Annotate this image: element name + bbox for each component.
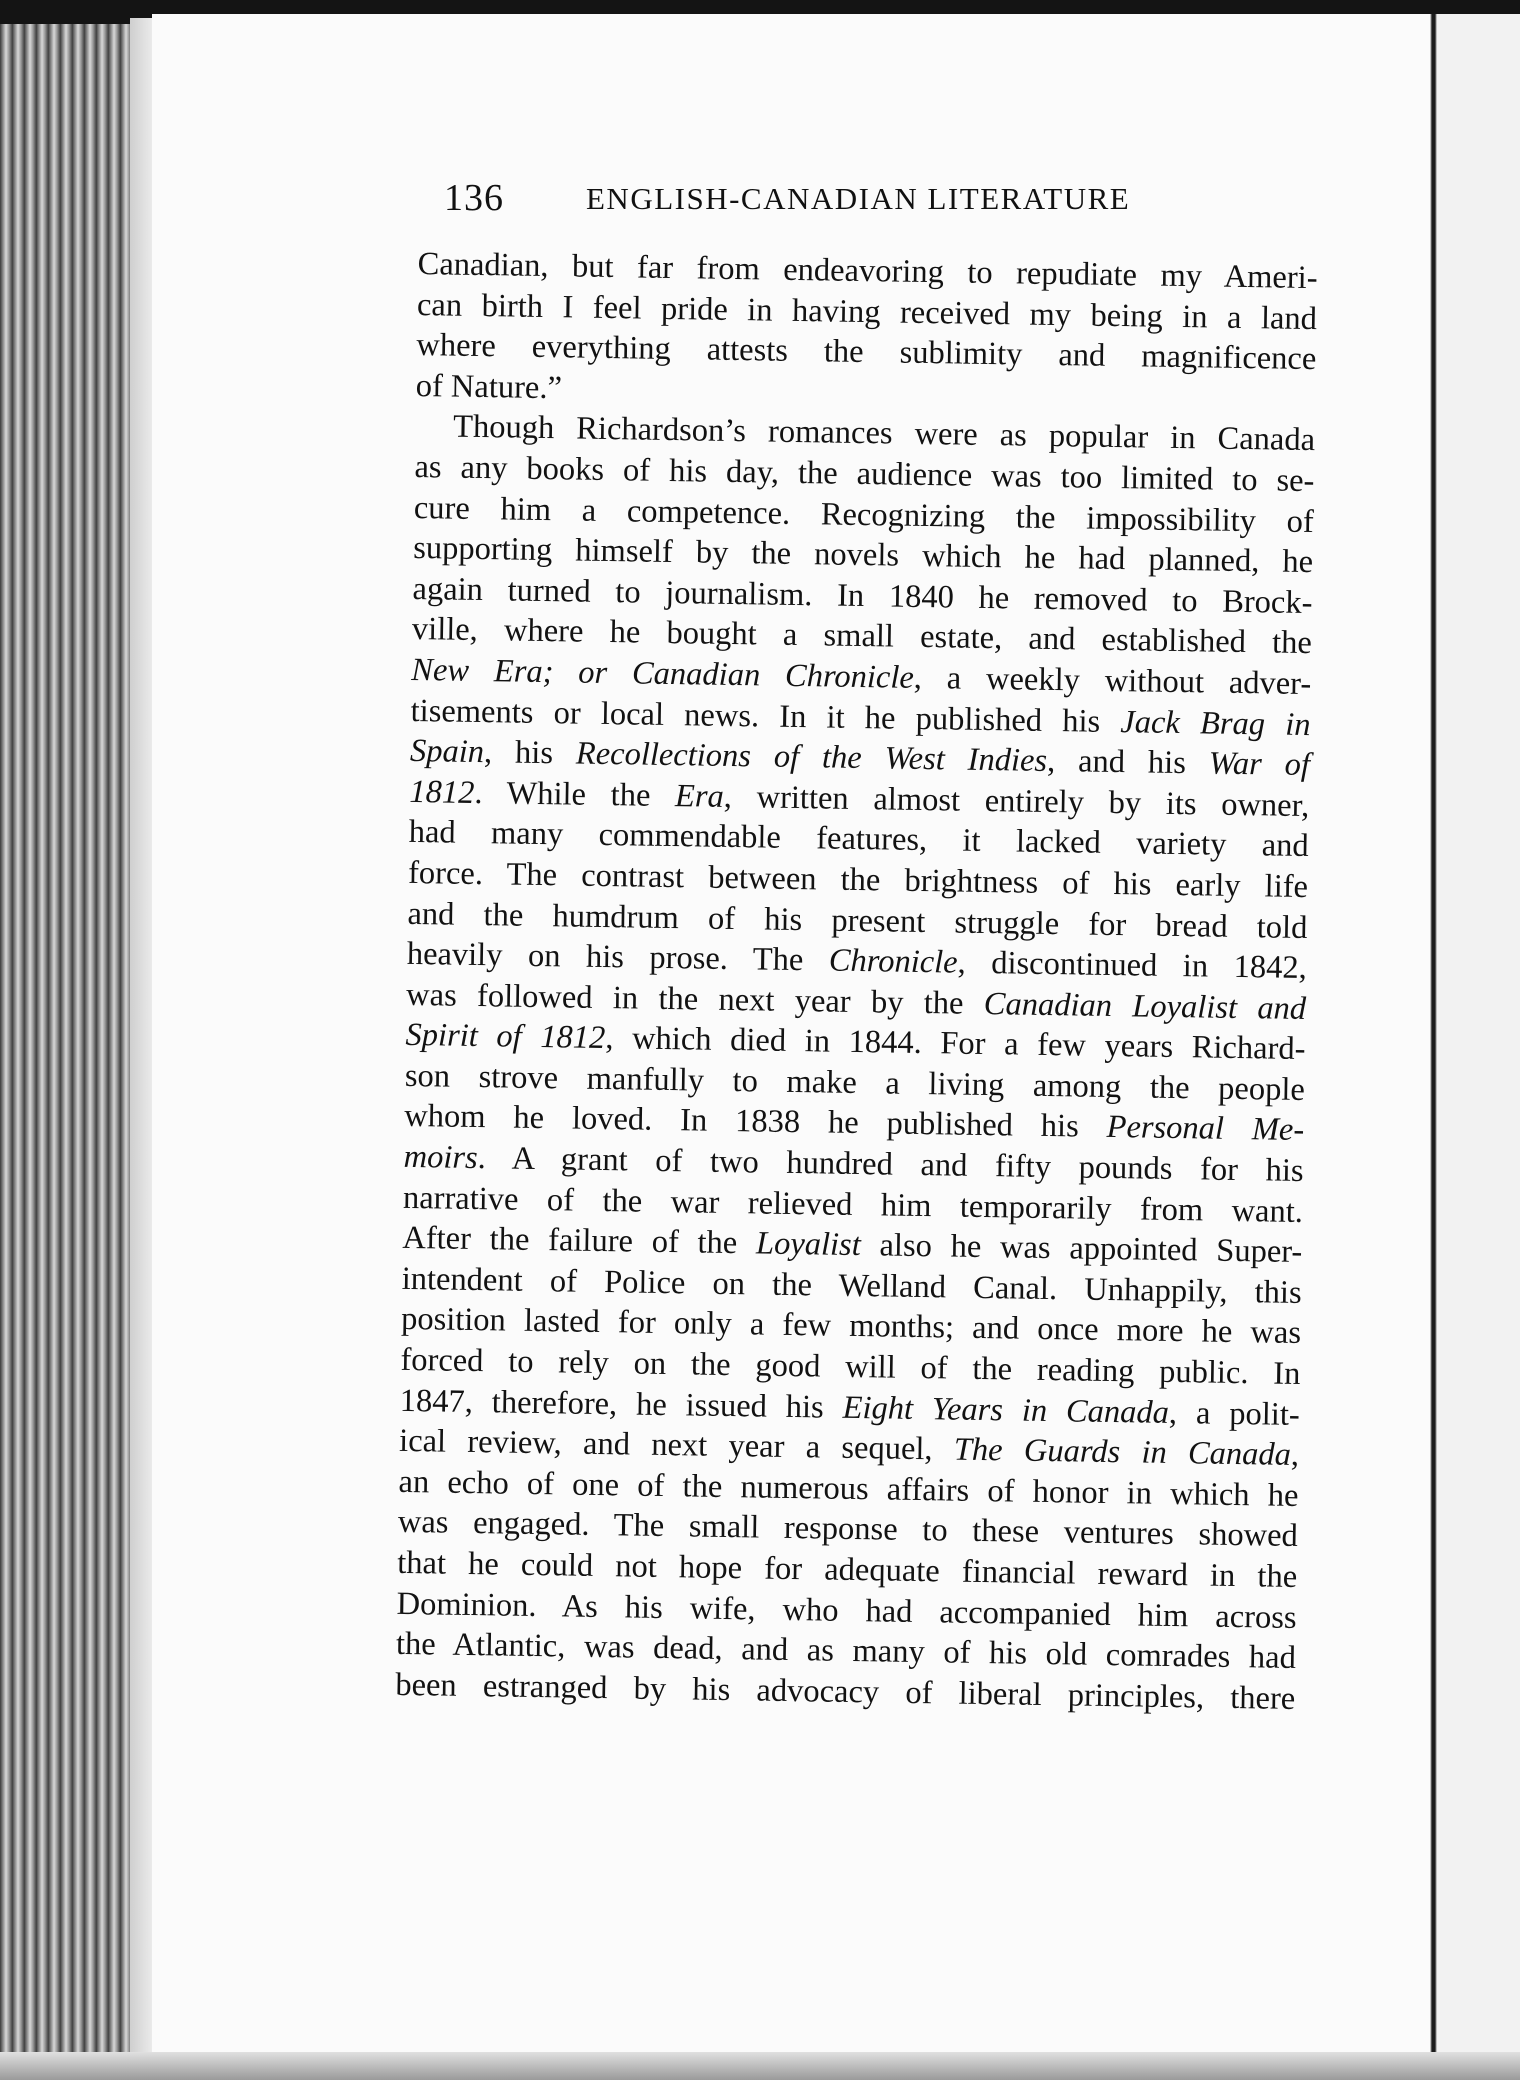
text-segment: tisements or local news. In it he published his [410,692,1121,740]
text-segment: son strove manfully to make a living among the people [404,1057,1306,1108]
text-segment: , written almost entirely by its owner, [723,778,1310,824]
text-segment: intendent of Police on the Welland Canal. Unhappily, this [401,1260,1302,1311]
text-segment: , discontinued in 1842, [957,944,1308,987]
italic-title-text: Loyalist [755,1225,862,1264]
text-segment: again turned to journalism. In 1840 he removed to Brock- [412,570,1313,621]
text-segment: an echo of one of the numerous affairs of honor in which he [398,1463,1299,1514]
text-segment: whom he loved. In 1838 he published his [404,1098,1107,1146]
italic-title-text: Era [674,777,725,815]
italic-title-text: The Guards in Canada [953,1431,1292,1474]
running-title: ENGLISH-CANADIAN LITERATURE [586,181,1131,216]
italic-title-text: moirs [403,1138,478,1177]
italic-title-text: Jack Brag in [1120,703,1311,743]
text-segment: heavily on his prose. The [406,936,830,979]
text-segment: , which died in 1844. For a few years Richard- [605,1020,1306,1068]
text-segment: 1847, therefore, he issued his [399,1382,843,1426]
italic-title-text: Recollections of the West Indies [575,735,1048,780]
text-segment: Though Richardson’s romances were as popular in Canada [452,408,1316,459]
body-text [395,244,1318,1719]
italic-title-text: Spirit of 1812 [405,1017,606,1057]
text-segment: was engaged. The small response to these ventures showed [397,1504,1299,1555]
text-segment: , his [483,734,577,772]
text-segment: of Nature.” [415,367,563,407]
text-segment: Canadian, but far from endeavoring to repudiate my Ameri- [417,245,1318,297]
text-segment: ville, where he bought a small estate, and established the [411,611,1313,662]
text-segment: and the humdrum of his present struggle for bread told [407,895,1308,946]
text-segment: had many commendable features, it lacked variety and [408,814,1309,865]
text-segment: ical review, and next year a sequel, [398,1423,955,1468]
italic-title-text: Eight Years in Canada [842,1389,1170,1431]
italic-title-text: War of [1208,745,1311,784]
text-segment: , a weekly without adver- [913,659,1312,703]
text-segment: supporting himself by the novels which he had planned, he [412,530,1314,581]
italic-title-text: Canadian Loyalist and [983,985,1307,1027]
text-segment: . While the [474,774,676,814]
italic-title-text: Personal Me- [1106,1109,1305,1149]
italic-title-text: Chronicle [828,942,958,981]
text-segment: . A grant of two hundred and fifty pounds for his [477,1140,1304,1190]
text-segment: cure him a competence. Recognizing the impossibility of [413,489,1315,540]
text-segment: , a polit- [1168,1394,1301,1433]
text-segment: position lasted for only a few months; and once more he was [400,1301,1302,1352]
text-segment: as any books of his day, the audience was too limited to se- [414,448,1315,500]
italic-title-text: 1812 [409,773,475,811]
text-segment: that he could not hope for adequate financial reward in the [396,1544,1298,1595]
page-bottom-edge [0,2052,1520,2080]
page-number: 136 [444,177,504,219]
text-segment: narrative of the war relieved him temporarily from want. [402,1179,1304,1230]
text-segment: where everything attests the sublimity and magnificence [416,327,1317,378]
italic-title-text: Spain [409,733,485,771]
text-segment: , and his [1046,743,1210,782]
text-segment: the Atlantic, was dead, and as many of his old comrades had [395,1626,1297,1677]
text-segment: was followed in the next year by the [405,976,985,1022]
italic-title-text: New Era; or Canadian Chronicle [411,651,915,696]
text-segment: , [1290,1437,1300,1474]
text-segment: After the failure of the [402,1220,757,1262]
text-segment: force. The contrast between the brightness of his early life [407,854,1309,905]
text-segment: can birth I feel pride in having received my being in a land [416,286,1318,337]
text-segment: Dominion. As his wife, who had accompanied him across [396,1585,1297,1636]
text-segment: forced to rely on the good will of the reading public. In [400,1341,1301,1393]
running-header [444,176,1184,232]
text-segment: also he was appointed Super- [860,1227,1303,1271]
facing-page-edge [1422,14,1520,2080]
text-segment: been estranged by his advocacy of liberal principles, there [395,1666,1296,1717]
